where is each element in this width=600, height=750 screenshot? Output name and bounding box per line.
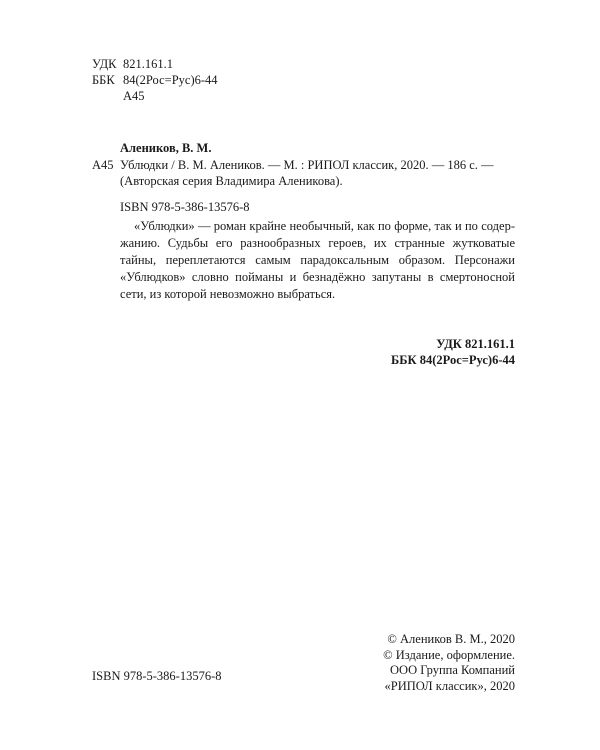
udk-label: УДК [92,57,117,71]
classification-block [92,56,218,104]
bbk-label: ББК [92,73,115,87]
udk-row [92,56,218,72]
copyright-line: © Алеников В. М., 2020 [387,632,515,646]
udk-value: 821.161.1 [123,57,173,71]
right-udk: УДК 821.161.1 [436,337,515,351]
record-author-mark: А45 [92,158,114,172]
bbk-value: 84(2Рос=Рус)6-44 [123,73,218,87]
footer-isbn: ISBN 978-5-386-13576-8 [92,669,222,683]
record-author: Алеников, В. М. [120,141,212,155]
author-mark: А45 [123,89,145,103]
copyright-line: ООО Группа Компаний [390,663,515,677]
copyright-block [383,632,515,694]
copyright-line: «РИПОЛ классик», 2020 [384,678,515,693]
bbk-row [92,72,218,88]
annotation-paragraph: «Ублюдки» — роман крайне необычный, как по форме, так и по содержанию. Судьбы его разнообразных героев, их странные жутковатые тайны, переплетаются самым парадоксальным образом. Персонажи «Ублюдков» словно пойманы и безнадёжно запутаны в смертоносной сети, из которой невозможно выбраться. [120,219,515,301]
copyright-line: © Издание, оформление. [383,647,515,662]
record-isbn: ISBN 978-5-386-13576-8 [120,200,250,214]
author-mark-row [92,88,218,104]
right-bbk: ББК 84(2Рос=Рус)6-44 [391,353,515,367]
right-classification-block [391,336,515,368]
record-title-line: Ублюдки / В. М. Алеников. — М. : РИПОЛ классик, 2020. — 186 с. — [120,158,494,172]
record-series-line: (Авторская серия Владимира Аленикова). [120,174,343,188]
